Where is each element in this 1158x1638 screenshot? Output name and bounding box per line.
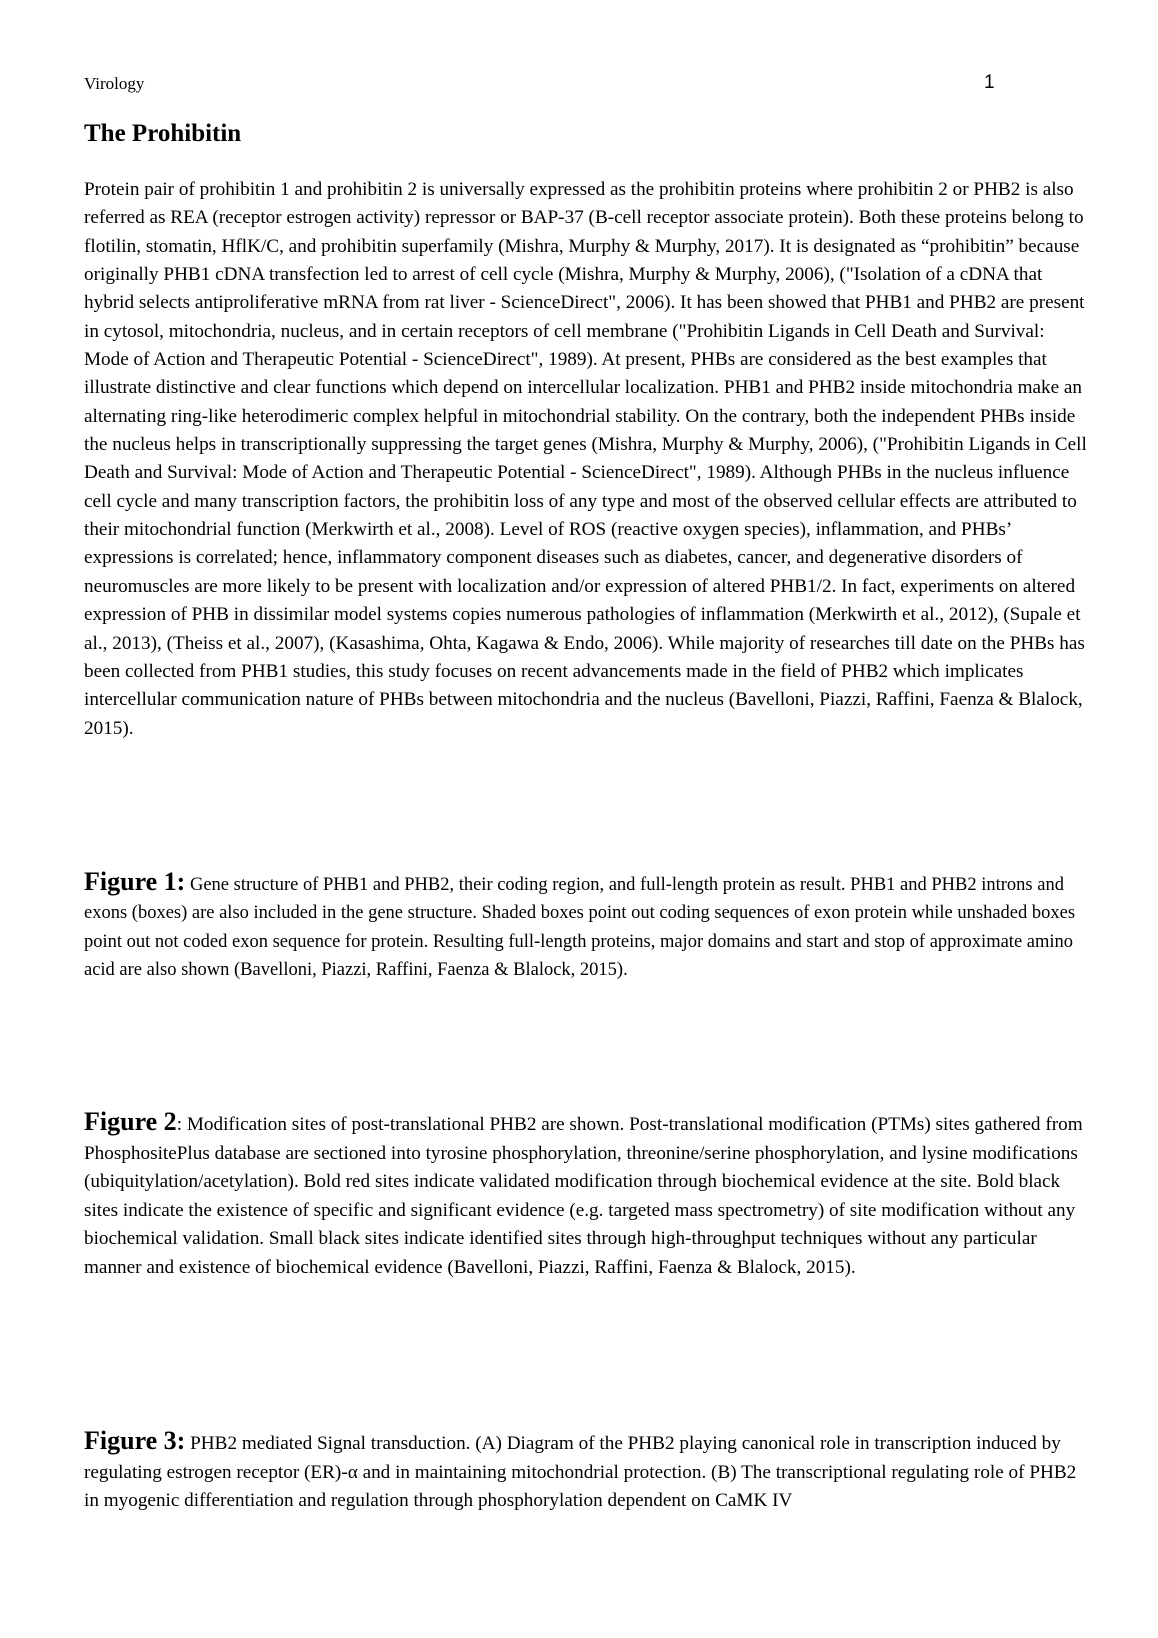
figure-1-label: Figure 1:	[84, 867, 186, 896]
page-number: 1	[984, 72, 995, 93]
figure-1-description: Gene structure of PHB1 and PHB2, their coding region, and full-length protein as result. PHB1 and PHB2 introns and exons (boxes) are also included in the gene structure. Shaded boxes point out coding sequences of exon protein while unshaded boxes point out not coded exon sequence for protein. Resulting full-length proteins, major domains and start and stop of approximate amino acid are also shown (Bavelloni, Piazzi, Raffini, Faenza & Blalock, 2015).	[84, 875, 1076, 980]
figure-2-label: Figure 2	[84, 1107, 177, 1136]
figure-3-label: Figure 3:	[84, 1426, 186, 1455]
body-paragraph: Protein pair of prohibitin 1 and prohibitin 2 is universally expressed as the prohibitin proteins where prohibitin 2 or PHB2 is also referred as REA (receptor estrogen activity) repressor or BAP-37 (B-cell receptor associate protein). Both these proteins belong to flotilin, stomatin, HflK/C, and prohibitin superfamily (Mishra, Murphy & Murphy, 2017). It is designated as “prohibitin” because originally PHB1 cDNA transfection led to arrest of cell cycle (Mishra, Murphy & Murphy, 2006), ("Isolation of a cDNA that hybrid selects antiproliferative mRNA from rat liver - ScienceDirect", 2006). It has been showed that PHB1 and PHB2 are present in cytosol, mitochondria, nucleus, and in certain receptors of cell membrane ("Prohibitin Ligands in Cell Death and Survival: Mode of Action and Therapeutic Potential - ScienceDirect", 1989). At present, PHBs are considered as the best examples that illustrate distinctive and clear functions which depend on intercellular localization. PHB1 and PHB2 inside mitochondria make an alternating ring-like heterodimeric complex helpful in mitochondrial stability. On the contrary, both the independent PHBs inside the nucleus helps in transcriptionally suppressing the target genes (Mishra, Murphy & Murphy, 2006), ("Prohibitin Ligands in Cell Death and Survival: Mode of Action and Therapeutic Potential - ScienceDirect", 1989). Although PHBs in the nucleus influence cell cycle and many transcription factors, the prohibitin loss of any type and most of the observed cellular effects are attributed to their mitochondrial function (Merkwirth et al., 2008). Level of ROS (reactive oxygen species), inflammation, and PHBs’ expressions is correlated; hence, inflammatory component diseases such as diabetes, cancer, and degenerative disorders of neuromuscles are more likely to be present with localization and/or expression of altered PHB1/2. In fact, experiments on altered expression of PHB in dissimilar model systems copies numerous pathologies of inflammation (Merkwirth et al., 2012), (Supale et al., 2013), (Theiss et al., 2007), (Kasashima, Ohta, Kagawa & Endo, 2006). While majority of researches till date on the PHBs has been collected from PHB1 studies, this study focuses on recent advancements made in the field of PHB2 which implicates intercellular communication nature of PHBs between mitochondria and the nucleus (Bavelloni, Piazzi, Raffini, Faenza & Blalock, 2015).	[84, 179, 1087, 739]
figure-2-caption	[84, 1108, 1094, 1282]
figure-2-description: : Modification sites of post-translational PHB2 are shown. Post-translational modification (PTMs) sites gathered from PhosphositePlus database are sectioned into tyrosine phosphorylation, threonine/serine phosphorylation, and lysine modifications (ubiquitylation/acetylation). Bold red sites indicate validated modification through biochemical evidence at the site. Bold black sites indicate the existence of specific and significant evidence (e.g. targeted mass spectrometry) of site modification without any biochemical validation. Small black sites indicate identified sites through high-throughput techniques without any particular manner and existence of biochemical evidence (Bavelloni, Piazzi, Raffini, Faenza & Blalock, 2015).	[84, 1114, 1083, 1278]
figure-3-caption	[84, 1427, 1094, 1516]
figure-1-caption	[84, 868, 1094, 984]
figure-3-description: PHB2 mediated Signal transduction. (A) Diagram of the PHB2 playing canonical role in transcription induced by regulating estrogen receptor (ER)-α and in maintaining mitochondrial protection. (B) The transcriptional regulating role of PHB2 in myogenic differentiation and regulation through phosphorylation dependent on CaMK IV	[84, 1433, 1077, 1511]
running-header: Virology	[84, 74, 145, 93]
section-title: The Prohibitin	[84, 120, 242, 147]
